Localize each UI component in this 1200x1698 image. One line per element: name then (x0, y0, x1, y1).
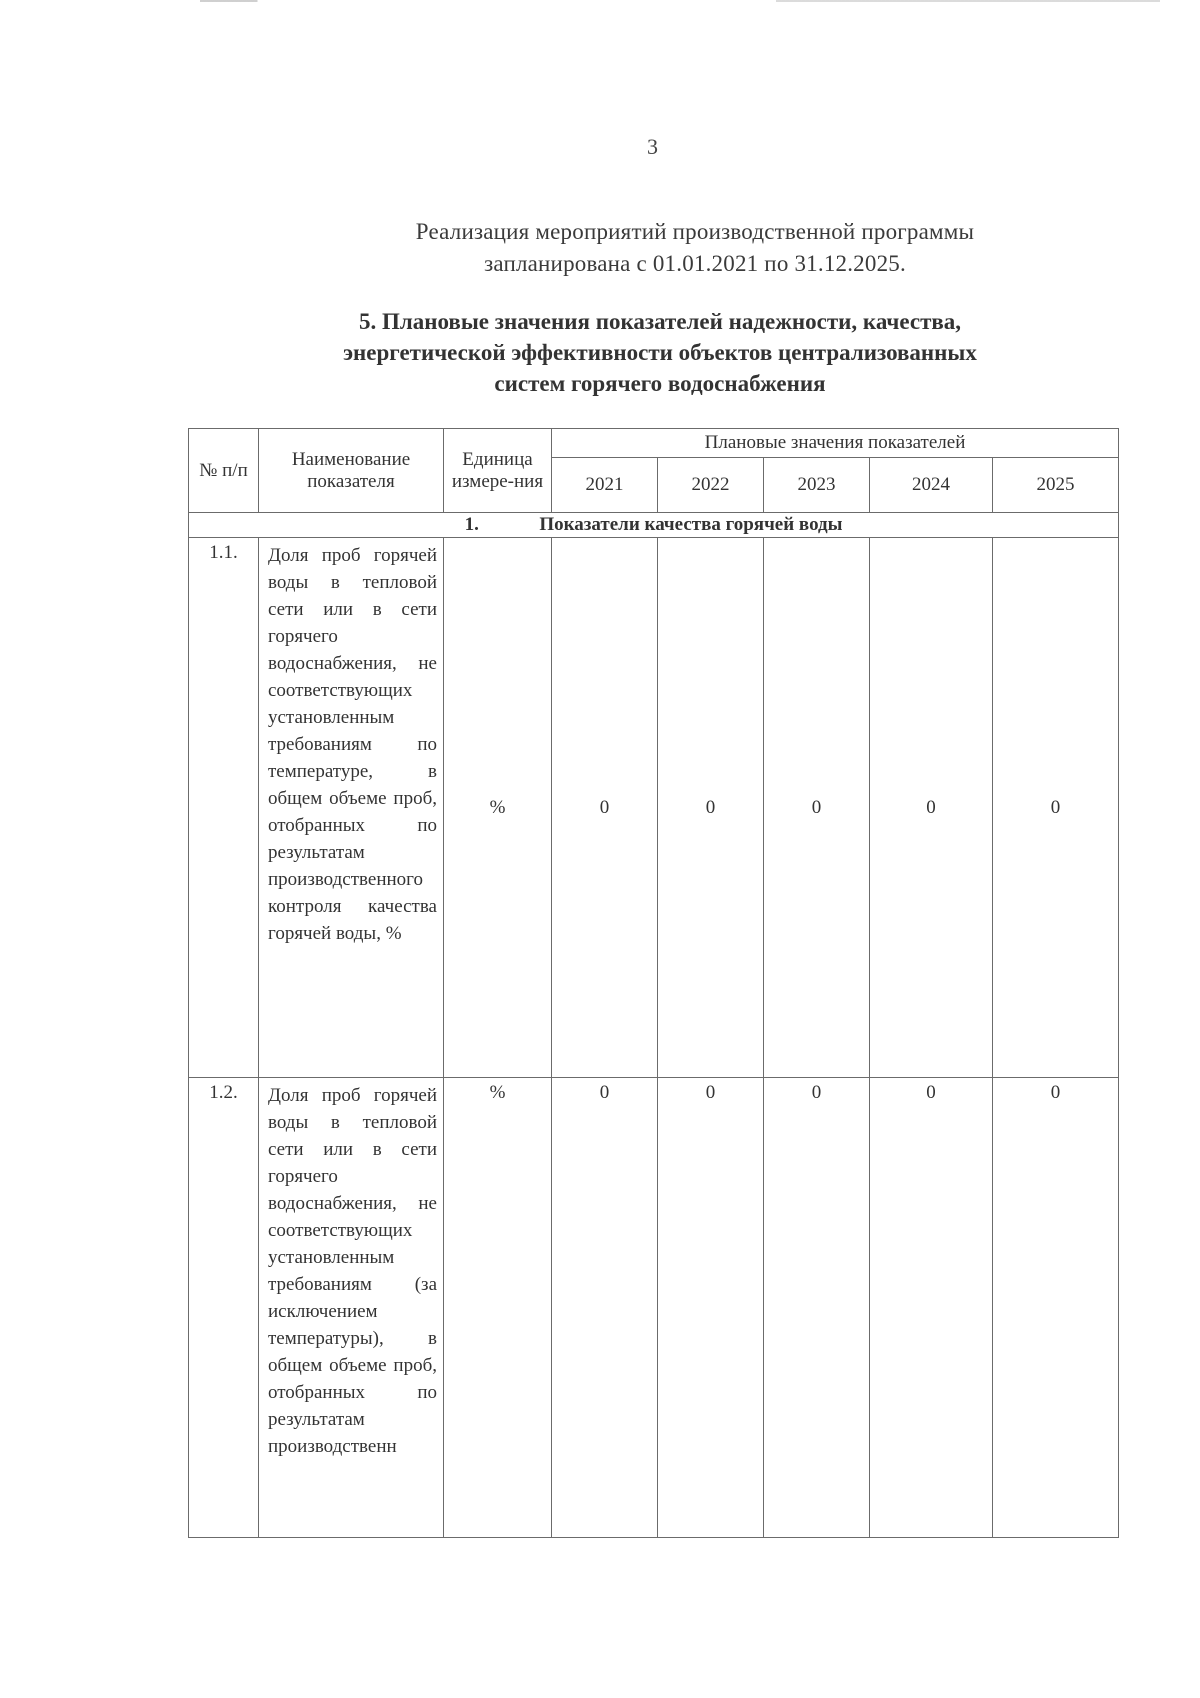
section-heading (189, 513, 1119, 538)
row-value: 0 (993, 1078, 1119, 1538)
header-year: 2023 (764, 458, 870, 513)
header-year: 2024 (870, 458, 993, 513)
page-number: 3 (647, 134, 658, 159)
section-title-line-1: 5. Плановые значения показателей надежности, качества, (358, 309, 962, 334)
scan-edge (200, 0, 1160, 2)
intro-line-1: Реализация мероприятий производственной программы (415, 219, 975, 244)
table-row (189, 1078, 1119, 1538)
section-title (250, 306, 1070, 399)
header-year: 2021 (552, 458, 658, 513)
row-value: 0 (658, 538, 764, 1078)
row-value: 0 (764, 1078, 870, 1538)
section-label: Показатели качества горячей воды (539, 514, 843, 535)
row-name: Доля проб горячей воды в тепловой сети или в сети горячего водоснабжения, не соответствующих установленным требованиям (за исключением температуры), в общем объеме проб, отобранных по результатам производственн (259, 1078, 444, 1538)
header-year: 2022 (658, 458, 764, 513)
row-number: 1.2. (189, 1078, 259, 1538)
row-unit: % (444, 1078, 552, 1538)
section-title-line-2: энергетической эффективности объектов централизованных (343, 340, 977, 365)
row-name: Доля проб горячей воды в тепловой сети или в сети горячего водоснабжения, не соответствующих установленным требованиям по температуре, в общем объеме проб, отобранных по результатам производственного контроля качества горячей воды, % (259, 538, 444, 1078)
section-row (189, 513, 1119, 538)
row-value: 0 (764, 538, 870, 1078)
indicators-table-wrapper (188, 428, 1118, 1538)
header-name: Наименование показателя (259, 429, 444, 513)
row-value: 0 (552, 538, 658, 1078)
header-planned-values: Плановые значения показателей (552, 429, 1119, 458)
row-unit: % (444, 538, 552, 1078)
table-row (189, 538, 1119, 1078)
indicators-table (188, 428, 1119, 1538)
header-unit: Единица измере-ния (444, 429, 552, 513)
row-value: 0 (870, 1078, 993, 1538)
header-number: № п/п (189, 429, 259, 513)
row-number: 1.1. (189, 538, 259, 1078)
section-number: 1. (464, 514, 479, 535)
row-value: 0 (870, 538, 993, 1078)
intro-text (300, 216, 1090, 280)
row-value: 0 (552, 1078, 658, 1538)
intro-line-2: запланирована с 01.01.2021 по 31.12.2025. (484, 251, 906, 276)
header-year: 2025 (993, 458, 1119, 513)
row-value: 0 (993, 538, 1119, 1078)
row-value: 0 (658, 1078, 764, 1538)
section-title-line-3: систем горячего водоснабжения (494, 371, 826, 396)
